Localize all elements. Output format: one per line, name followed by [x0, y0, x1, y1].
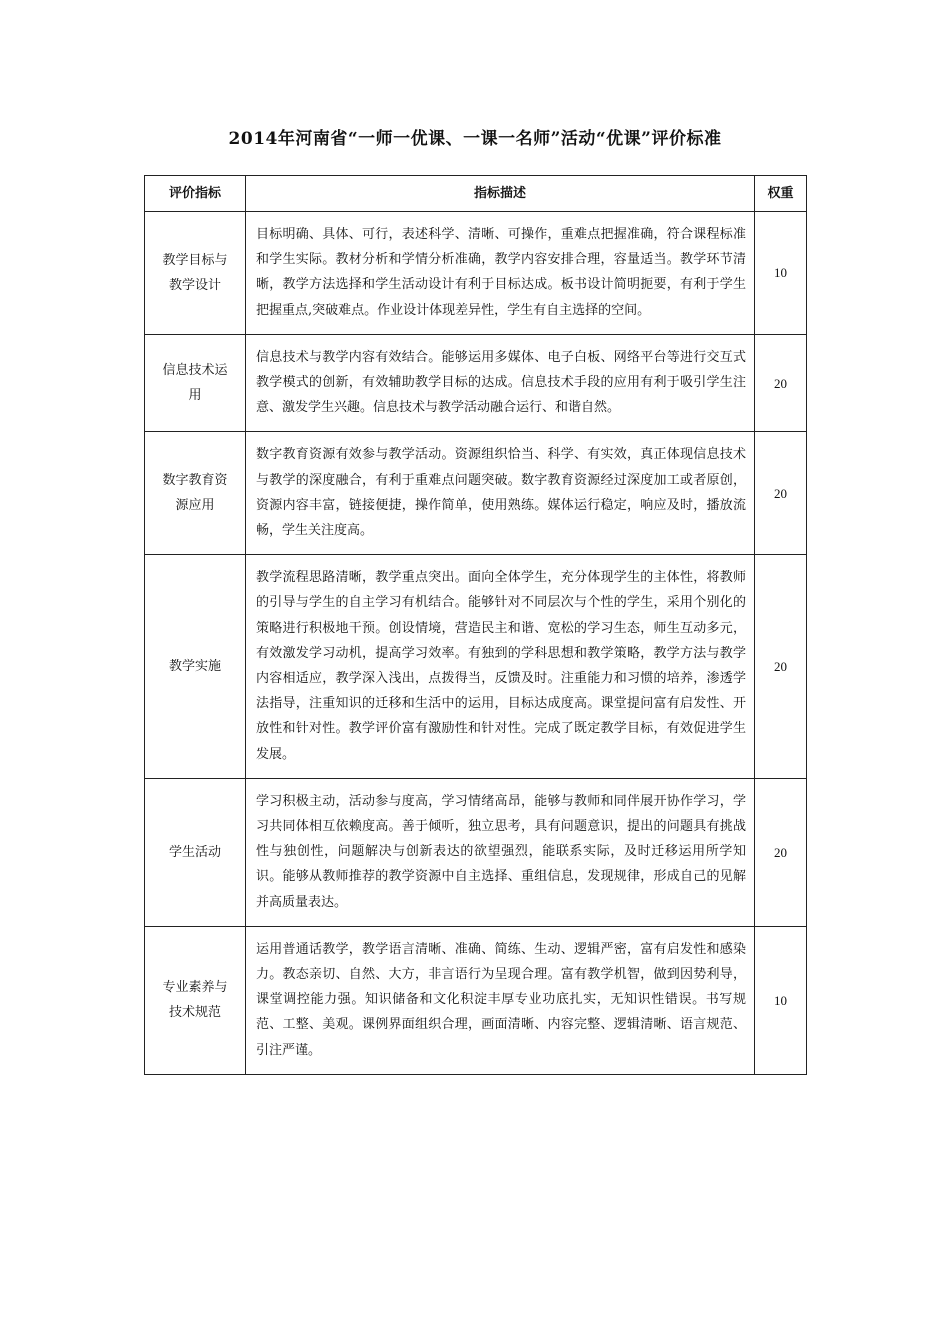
weight-cell: 20: [755, 778, 807, 926]
header-description: 指标描述: [246, 176, 755, 212]
table-row: [145, 432, 807, 555]
weight-cell: 20: [755, 334, 807, 432]
description-cell: 教学流程思路清晰，教学重点突出。面向全体学生，充分体现学生的主体性，将教师的引导与学生的自主学习有机结合。能够针对不同层次与个性的学生，采用个别化的策略进行积极地干预。创设情境，营造民主和谐、宽松的学习生态，师生互动多元，有效激发学习动机，提高学习效率。有独到的学科思想和教学策略，教学方法与教学内容相适应，教学深入浅出，点拨得当，反馈及时。注重能力和习惯的培养，渗透学法指导，注重知识的迁移和生活中的运用，目标达成度高。课堂提问富有启发性、开放性和针对性。教学评价富有激励性和针对性。完成了既定教学目标，有效促进学生发展。: [246, 555, 755, 779]
indicator-cell: 学生活动: [145, 778, 246, 926]
page-title: 2014年河南省“一师一优课、一课一名师”活动“优课”评价标准: [228, 129, 722, 149]
table-row: [145, 926, 807, 1074]
description-cell: 信息技术与教学内容有效结合。能够运用多媒体、电子白板、网络平台等进行交互式教学模式的创新，有效辅助教学目标的达成。信息技术手段的应用有利于吸引学生注意、激发学生兴趣。信息技术与教学活动融合运行、和谐自然。: [246, 334, 755, 432]
indicator-cell: 教学目标与教学设计: [145, 212, 246, 335]
description-cell: 目标明确、具体、可行，表述科学、清晰、可操作，重难点把握准确，符合课程标准和学生实际。教材分析和学情分析准确，教学内容安排合理，容量适当。教学环节清晰，教学方法选择和学生活动设计有利于目标达成。板书设计简明扼要，有利于学生把握重点,突破难点。作业设计体现差异性，学生有自主选择的空间。: [246, 212, 755, 335]
table-row: [145, 778, 807, 926]
description-cell: 学习积极主动，活动参与度高，学习情绪高昂，能够与教师和同伴展开协作学习，学习共同体相互依赖度高。善于倾听，独立思考，具有问题意识，提出的问题具有挑战性与独创性，问题解决与创新表达的欲望强烈，能联系实际，及时迁移运用所学知识。能够从教师推荐的教学资源中自主选择、重组信息，发现规律，形成自己的见解并高质量表达。: [246, 778, 755, 926]
weight-cell: 10: [755, 212, 807, 335]
weight-cell: 20: [755, 432, 807, 555]
description-cell: 运用普通话教学，教学语言清晰、准确、简练、生动、逻辑严密，富有启发性和感染力。教态亲切、自然、大方，非言语行为呈现合理。富有教学机智，做到因势利导，课堂调控能力强。知识储备和文化积淀丰厚专业功底扎实，无知识性错误。书写规范、工整、美观。课例界面组织合理，画面清晰、内容完整、逻辑清晰、语言规范、引注严谨。: [246, 926, 755, 1074]
indicator-cell: 数字教育资源应用: [145, 432, 246, 555]
indicator-cell: 专业素养与技术规范: [145, 926, 246, 1074]
table-row: [145, 212, 807, 335]
header-indicator: 评价指标: [145, 176, 246, 212]
weight-cell: 10: [755, 926, 807, 1074]
description-cell: 数字教育资源有效参与教学活动。资源组织恰当、科学、有实效，真正体现信息技术与教学的深度融合，有利于重难点问题突破。数字教育资源经过深度加工或者原创，资源内容丰富，链接便捷，操作简单，使用熟练。媒体运行稳定，响应及时，播放流畅，学生关注度高。: [246, 432, 755, 555]
table-row: [145, 334, 807, 432]
indicator-cell: 信息技术运用: [145, 334, 246, 432]
weight-cell: 20: [755, 555, 807, 779]
header-weight: 权重: [755, 176, 807, 212]
indicator-cell: 教学实施: [145, 555, 246, 779]
table-row: [145, 555, 807, 779]
evaluation-table: [144, 175, 807, 1075]
table-header-row: [145, 176, 807, 212]
